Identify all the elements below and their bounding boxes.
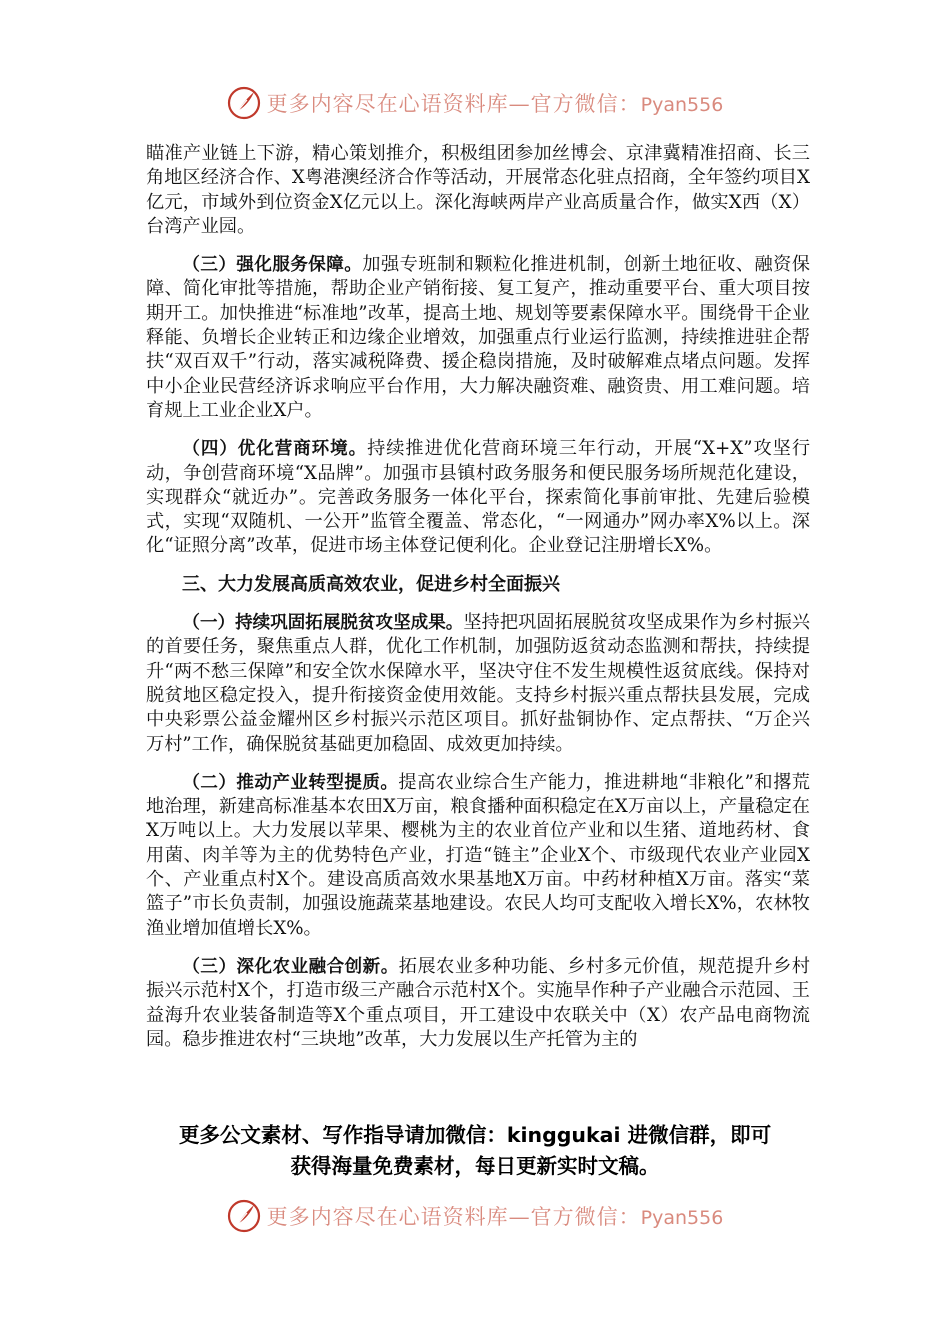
paragraph-poverty-alleviation: （一）持续巩固拓展脱贫攻坚成果。坚持把巩固拓展脱贫攻坚成果作为乡村振兴的首要任务，聚焦重点人群，优化工作机制，加强防返贫动态监测和帮扶，持续提升“两不愁三保障”和安全饮水保障水平，坚决守住不发生规模性返贫底线。保持对脱贫地区稳定投入，提升衔接资金使用效能。支持乡村振兴重点帮扶县发展，完成中央彩票公益金耀州区乡村振兴示范区项目。抓好盐铜协作、定点帮扶、“万企兴万村”工作，确保脱贫基础更加稳固、成效更加持续。 bbox=[146, 612, 810, 755]
promo-line-1: 更多公文素材、写作指导请加微信：kinggukai 进微信群，即可 bbox=[178, 1123, 772, 1147]
feather-pen-icon bbox=[227, 1199, 261, 1233]
document-body bbox=[146, 142, 810, 1066]
watermark-header bbox=[0, 83, 950, 123]
promo-banner bbox=[120, 1120, 830, 1182]
paragraph-industry-upgrade: （二）推动产业转型提质。提高农业综合生产能力，推进耕地“非粮化”和撂荒地治理，新建高标准基本农田X万亩，粮食播种面积稳定在X万亩以上，产量稳定在X万吨以上。大力发展以苹果、樱桃为主的农业首位产业和以生猪、道地药材、食用菌、肉羊等为主的优势特色产业，打造“链主”企业X个、市级现代农业产业园X个、产业重点村X个。建设高质高效水果基地X万亩。中药材种植X万亩。落实“菜篮子”市长负责制，加强设施蔬菜基地建设。农民人均可支配收入增长X%，农林牧渔业增加值增长X%。 bbox=[146, 771, 810, 939]
promo-line-2: 获得海量免费素材，每日更新实时文稿。 bbox=[290, 1154, 660, 1178]
watermark-footer bbox=[0, 1196, 950, 1236]
feather-pen-icon bbox=[227, 86, 261, 120]
watermark-text: 更多内容尽在心语资料库—官方微信：Pyan556 bbox=[266, 1205, 724, 1229]
paragraph-investment: 瞄准产业链上下游，精心策划推介，积极组团参加丝博会、京津冀精准招商、长三角地区经济合作、X粤港澳经济合作等活动，开展常态化驻点招商，全年签约项目X亿元，市域外到位资金X亿元以上。深化海峡两岸产业高质量合作，做实X西（X）台湾产业园。 bbox=[146, 143, 810, 237]
section-heading: 三、大力发展高质高效农业，促进乡村全面振兴 bbox=[182, 573, 560, 595]
paragraph-business-environment: （四）优化营商环境。持续推进优化营商环境三年行动，开展“X+X”攻坚行动，争创营商环境“X品牌”。加强市县镇村政务服务和便民服务场所规范化建设，实现群众“就近办”。完善政务服务一体化平台，探索简化事前审批、先建后验模式，实现“双随机、一公开”监管全覆盖、常态化，“一网通办”网办率X%以上。深化“证照分离”改革，促进市场主体登记便利化。企业登记注册增长X%。 bbox=[146, 438, 811, 557]
watermark-text: 更多内容尽在心语资料库—官方微信：Pyan556 bbox=[266, 92, 724, 116]
paragraph-agri-innovation: （三）深化农业融合创新。拓展农业多种功能、乡村多元价值，规范提升乡村振兴示范村X个，打造市级三产融合示范村X个。实施旱作种子产业融合示范园、王益海升农业装备制造等X个重点项目，开工建设中农联关中（X）农产品电商物流园。稳步推进农村“三块地”改革，大力发展以生产托管为主的 bbox=[146, 955, 810, 1050]
paragraph-service-guarantee: （三）强化服务保障。加强专班制和颗粒化推进机制，创新土地征收、融资保障、简化审批等措施，帮助企业产销衔接、复工复产，推动重要平台、重大项目按期开工。加快推进“标准地”改革，提高土地、规划等要素保障水平。围绕骨干企业释能、负增长企业转正和边缘企业增效，加强重点行业运行监测，持续推进驻企帮扶“双百双千”行动，落实减税降费、援企稳岗措施，及时破解难点堵点问题。发挥中小企业民营经济诉求响应平台作用，大力解决融资难、融资贵、用工难问题。培育规上工业企业X户。 bbox=[146, 254, 810, 421]
